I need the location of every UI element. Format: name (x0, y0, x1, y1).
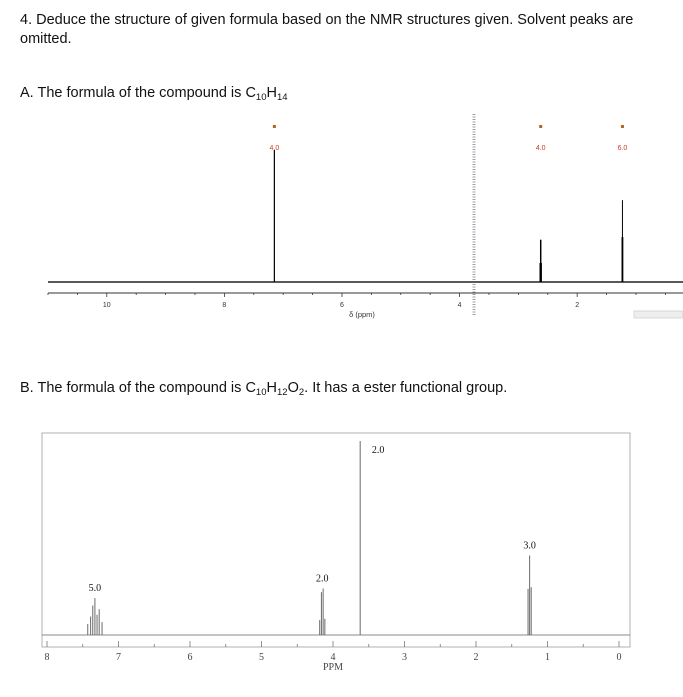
x-tick-label: 8 (222, 302, 227, 309)
x-axis-label: PPM (322, 662, 344, 673)
integration-label: 6.0 (617, 145, 628, 152)
integration-label: 5.0 (88, 583, 102, 595)
x-axis-label: δ (ppm) (349, 310, 375, 319)
integration-marker (539, 125, 542, 128)
x-tick-label: 10 (102, 302, 111, 309)
x-tick-label: 2 (473, 652, 479, 663)
nmr-spectrum-b (0, 425, 683, 690)
x-tick-label: 4 (330, 652, 336, 663)
x-tick-label: 6 (187, 652, 193, 663)
x-tick-label: 8 (44, 652, 50, 663)
x-tick-label: 4 (457, 302, 462, 309)
part-a-statement: A. The formula of the compound is $C_{10}H_{14}$ (20, 85, 288, 103)
x-tick-label: 2 (575, 302, 580, 309)
peak-1 (88, 598, 102, 635)
peak-2 (540, 240, 541, 282)
integration-label: 4.0 (269, 145, 280, 152)
integration-label: 4.0 (535, 145, 546, 152)
formula-a: $C_{10}H_{14}$ (245, 85, 288, 103)
nmr-spectrum-a (0, 110, 683, 325)
peak-4 (528, 555, 531, 635)
integration-marker (621, 125, 624, 128)
integration-label: 3.0 (523, 540, 536, 552)
part-b-statement: B. The formula of the compound is $C_{10}H_{12}O_2$. It has a ester functional group. (20, 380, 508, 398)
integration-label: 2.0 (371, 445, 385, 456)
formula-b: $C_{10}H_{12}O_2$ (245, 380, 305, 398)
x-tick-label: 7 (116, 652, 121, 663)
question-text: 4. Deduce the structure of given formula based on the NMR structures given. Solvent peaks are omitted. (20, 12, 634, 47)
peak-2 (320, 588, 325, 635)
x-tick-label: 6 (340, 302, 344, 309)
x-tick-label: 5 (259, 652, 264, 663)
x-tick-label: 0 (616, 652, 622, 663)
plot-frame (42, 433, 630, 647)
peak-3 (622, 200, 623, 282)
integration-label: 2.0 (316, 573, 329, 585)
integration-marker (273, 125, 276, 128)
x-tick-label: 1 (545, 652, 550, 663)
x-tick-label: 3 (402, 652, 407, 663)
scroll-thumb (634, 311, 683, 318)
